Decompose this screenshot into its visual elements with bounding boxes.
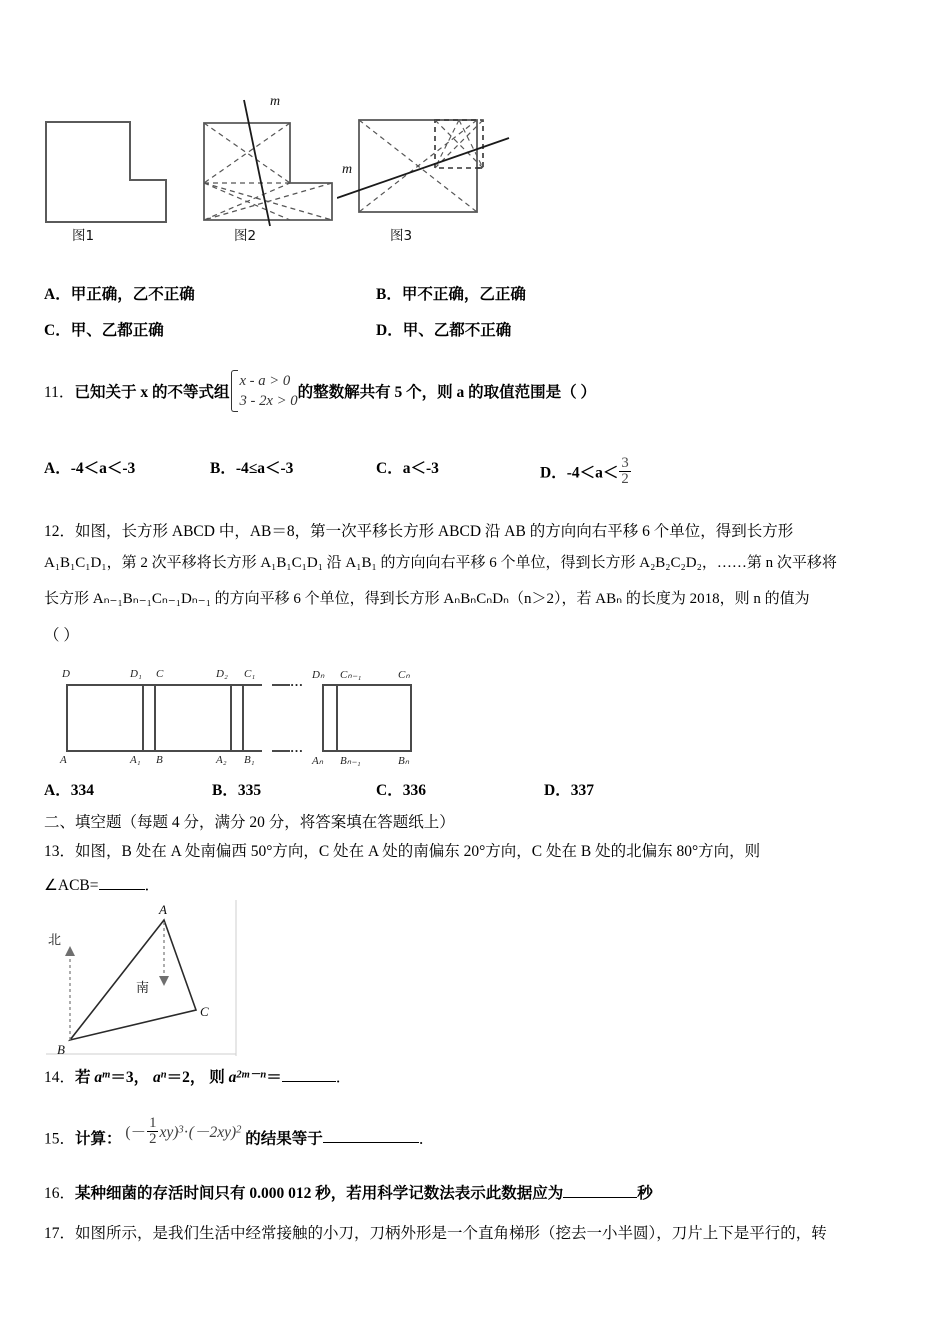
diagram-label-A: A <box>60 754 67 766</box>
diagram-label-Dn: Dₙ <box>312 669 325 681</box>
q15-term-1: xy) <box>159 1124 179 1142</box>
figure-2-line-label: m <box>270 94 281 109</box>
diagram-label-B1: B₁ <box>244 754 255 766</box>
q12-option-b[interactable]: B．335 <box>212 782 262 799</box>
q14-prefix: 若 <box>75 1069 91 1086</box>
figure-3-caption: 图3 <box>390 228 413 244</box>
question-13-line-2 <box>44 874 160 898</box>
q10-option-d[interactable]: D．甲、乙都不正确 <box>376 322 512 339</box>
question-13-line-1 <box>44 840 934 864</box>
q15-expression <box>125 1115 245 1148</box>
q11-option-a[interactable]: A．‐4＜a＜‐3 <box>44 460 136 477</box>
question-14 <box>44 1066 351 1090</box>
figure-3-line-label: m <box>342 162 353 177</box>
q11-text-after: 的整数解共有 5 个，则 a 的取值范围是（ ） <box>297 383 597 401</box>
question-12-line-3: 长方形 Aₙ₋₁Bₙ₋₁Cₙ₋₁Dₙ₋₁ 的方向平移 6 个单位，得到长方形 AₙBₙCₙDₙ（n＞2），若 ABₙ 的长度为 2018，则 n 的值为 <box>44 591 810 607</box>
figure-2-caption: 图2 <box>234 228 257 244</box>
fraction-numerator: 1 <box>149 1115 157 1131</box>
figure-1 <box>42 118 172 233</box>
q15-term-2: (－2xy) <box>188 1124 237 1142</box>
q15-exponent-2: 2 <box>236 1124 242 1136</box>
q14-expr2-value: ＝2， <box>166 1069 206 1086</box>
diagram-vline-an <box>322 684 324 752</box>
diagram-label-Cn: Cₙ <box>398 669 410 681</box>
q13-answer-blank[interactable] <box>99 889 145 890</box>
q13-angle-label: ∠ACB= <box>44 877 99 894</box>
q15-open-paren: (－ <box>125 1124 147 1142</box>
q12-text-line-1: 如图，长方形 ABCD 中，AB＝8，第一次平移长方形 ABCD 沿 AB 的方向向右平移 6 个单位，得到长方形 <box>75 523 794 540</box>
diagram-label-D2: D₂ <box>216 668 228 680</box>
q15-prefix: 计算： <box>75 1130 122 1148</box>
question-11 <box>44 372 744 412</box>
q16-number: 16． <box>44 1185 76 1202</box>
q14-expr1-exponent: m <box>102 1069 111 1081</box>
q14-period: ． <box>335 1069 352 1086</box>
q12-option-c[interactable]: C．336 <box>376 782 426 799</box>
q11-inequality-line-2: 3 - 2x > 0 <box>239 392 298 409</box>
diagram-vline-bn <box>410 684 412 752</box>
q16-text-before: 某种细菌的存活时间只有 0.000 012 秒，若用科学记数法表示此数据应为 <box>75 1185 564 1202</box>
diagram-ellipsis-top: … <box>290 674 304 689</box>
fraction-denominator: 2 <box>149 1131 157 1148</box>
diagram-label-Bn-1: Bₙ₋₁ <box>340 755 361 767</box>
q13-text: 如图，B 处在 A 处南偏西 50°方向，C 处在 A 处的南偏东 20°方向，C 处在 B 处的北偏东 80°方向，则 <box>75 843 761 860</box>
q14-expr1-base: a <box>94 1069 103 1086</box>
diagram-top-line-left <box>66 684 262 686</box>
q16-text-after: 秒 <box>637 1185 653 1202</box>
q13-compass-diagram <box>44 898 244 1058</box>
diagram-top-line-gap <box>272 684 290 686</box>
q11-option-d-prefix: D．‐4＜a＜ <box>540 464 619 482</box>
q11-inequality-system <box>229 372 297 412</box>
question-12-line-2: A₁B₁C₁D₁，第 2 次平移将长方形 A₁B₁C₁D₁ 沿 A₁B₁ 的方向向右平移 6 个单位，得到长方形 A₂B₂C₂D₂，……第 n 次平移将 <box>44 555 837 571</box>
diagram-bottom-line-left <box>66 750 262 752</box>
diagram-label-D: D <box>62 668 70 680</box>
figure-1-caption: 图1 <box>72 228 95 244</box>
compass-north-label: 北 <box>48 933 62 948</box>
diagram-label-Cn-1: Cₙ₋₁ <box>340 669 362 681</box>
fraction-denominator: 2 <box>621 471 629 488</box>
q14-expr2-base: a <box>153 1069 161 1086</box>
diagram-vline-b <box>154 684 156 752</box>
q10-option-c[interactable]: C．甲、乙都正确 <box>44 322 164 339</box>
q14-equals: ＝ <box>266 1069 282 1086</box>
q13-period: ． <box>144 877 161 894</box>
q14-expr2-exponent: n <box>160 1069 167 1081</box>
q11-inequality-line-1: x - a > 0 <box>239 373 291 389</box>
compass-point-c-label: C <box>200 1004 209 1019</box>
diagram-vline-a2 <box>230 684 232 752</box>
q13-diagram-svg <box>44 898 244 1058</box>
q10-option-b[interactable]: B．甲不正确，乙正确 <box>376 286 526 303</box>
q11-option-b[interactable]: B．‐4≤a＜‐3 <box>210 460 294 477</box>
q17-text: 如图所示，是我们生活中经常接触的小刀，刀柄外形是一个直角梯形（挖去一小半圆），刀片上下是平行的，转 <box>75 1225 827 1242</box>
question-17 <box>44 1222 934 1246</box>
diagram-ellipsis-bottom: … <box>290 740 304 755</box>
question-15 <box>44 1115 435 1154</box>
q12-rectangles-diagram <box>46 662 426 770</box>
diagram-label-Bn: Bₙ <box>398 755 410 767</box>
diagram-label-A1: A₁ <box>130 754 141 766</box>
q11-option-d[interactable] <box>540 456 632 488</box>
q14-number: 14． <box>44 1069 76 1086</box>
q11-option-c[interactable]: C．a＜‐3 <box>376 460 439 477</box>
q10-option-a[interactable]: A．甲正确，乙不正确 <box>44 286 195 303</box>
q12-option-d[interactable]: D．337 <box>544 782 594 799</box>
diagram-vline-a <box>66 684 68 752</box>
diagram-label-D1: D₁ <box>130 668 142 680</box>
diagram-vline-a1 <box>142 684 144 752</box>
compass-point-a-label: A <box>159 902 167 917</box>
q15-exponent-1: 3 <box>178 1124 184 1136</box>
diagram-label-B: B <box>156 754 163 766</box>
diagram-vline-b1 <box>242 684 244 752</box>
q15-number: 15． <box>44 1130 76 1148</box>
q15-fraction <box>147 1116 158 1148</box>
q14-expr3-exponent: 2m－n <box>236 1069 267 1081</box>
q15-suffix: 的结果等于 <box>245 1130 323 1148</box>
question-12-line-1 <box>44 520 924 544</box>
figure-3-shape <box>337 92 517 227</box>
q14-answer-blank[interactable] <box>282 1081 336 1082</box>
q15-answer-blank[interactable] <box>323 1142 419 1143</box>
q11-number: 11． <box>44 383 75 401</box>
q14-expr1-value: ＝3， <box>110 1069 150 1086</box>
figure-1-shape <box>42 118 172 228</box>
section-2-heading: 二、填空题（每题 4 分，满分 20 分，将答案填在答题纸上） <box>44 814 455 831</box>
q14-middle: 则 <box>209 1069 225 1086</box>
compass-point-b-label: B <box>57 1042 65 1057</box>
question-16 <box>44 1182 653 1206</box>
diagram-vline-bn1 <box>336 684 338 752</box>
diagram-label-C: C <box>156 668 164 680</box>
q14-expr3-base: a <box>228 1069 237 1086</box>
q12-number: 12． <box>44 523 76 540</box>
q11-text-before: 已知关于 x 的不等式组 <box>74 383 230 401</box>
compass-south-label: 南 <box>136 981 150 996</box>
diagram-bottom-line-gap <box>272 750 290 752</box>
diagram-label-A2: A₂ <box>216 754 227 766</box>
diagram-label-An: Aₙ <box>312 755 324 767</box>
q16-answer-blank[interactable] <box>563 1197 637 1198</box>
top-figure-row <box>42 78 512 243</box>
q15-period: ． <box>418 1130 435 1148</box>
figure-3 <box>337 92 517 232</box>
q17-number: 17． <box>44 1225 76 1242</box>
q15-dot-operator: · <box>183 1124 189 1142</box>
fraction-numerator: 3 <box>621 455 629 471</box>
q12-option-a[interactable]: A．334 <box>44 782 94 799</box>
q11-option-d-fraction <box>619 456 630 488</box>
q13-number: 13． <box>44 843 76 860</box>
diagram-label-C1: C₁ <box>244 668 256 680</box>
question-12-line-4: （ ） <box>44 627 79 644</box>
